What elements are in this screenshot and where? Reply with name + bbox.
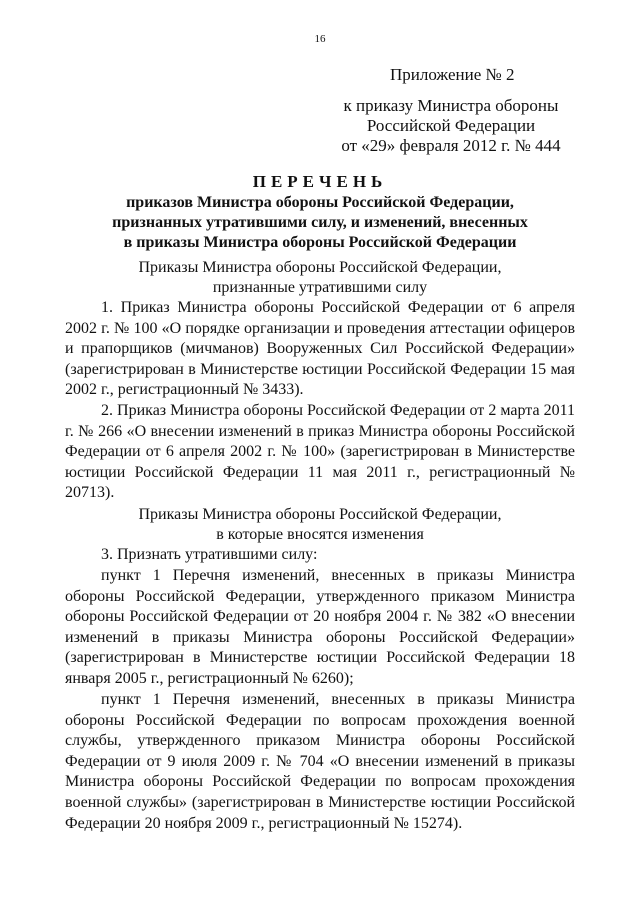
document-title: ПЕРЕЧЕНЬ	[252, 172, 388, 191]
list-item-3-intro: 3. Признать утратившими силу:	[101, 546, 318, 563]
subtitle-line: признанных утратившими силу, и изменений, внесенных	[112, 214, 528, 231]
section-heading-line: признанные утратившими силу	[212, 279, 428, 296]
section-heading-line: Приказы Министра обороны Российской Федерации,	[138, 259, 502, 276]
order-reference-line: к приказу Министра обороны	[343, 96, 559, 115]
list-item-3-subitem: пункт 1 Перечня изменений, внесенных в приказы Министра обороны Российской Федерации по вопросам прохождения военной службы, утвержденного приказом Министра обороны Российской Федерации от 9 июля 2009 г. № 704 «О внесении изменений в приказы Министра обороны Российской Федерации по вопросам прохождения военной службы» (зарегистрирован в Министерстве юстиции Российской Федерации 20 ноября 2009 г., регистрационный № 15274).	[65, 691, 575, 832]
document-subtitle	[0, 193, 640, 253]
subtitle-line: приказов Министра обороны Российской Федерации,	[126, 194, 514, 211]
order-reference	[326, 96, 576, 156]
page-number: 16	[314, 33, 326, 45]
appendix-label: Приложение № 2	[390, 65, 515, 84]
subtitle-line: в приказы Министра обороны Российской Федерации	[123, 234, 517, 251]
order-reference-line: от «29» февраля 2012 г. № 444	[341, 136, 561, 155]
section-heading-line: в которые вносятся изменения	[216, 526, 424, 543]
section-2-heading	[0, 505, 640, 545]
section-heading-line: Приказы Министра обороны Российской Федерации,	[138, 506, 502, 523]
list-item-1: 1. Приказ Министра обороны Российской Федерации от 6 апреля 2002 г. № 100 «О порядке организации и проведения аттестации офицеров и прапорщиков (мичманов) Вооруженных Сил Российской Федерации» (зарегистрирован в Министерстве юстиции Российской Федерации 15 мая 2002 г., регистрационный № 3433).	[65, 299, 575, 399]
section-1-heading	[0, 258, 640, 298]
order-reference-line: Российской Федерации	[366, 116, 536, 135]
list-item-3-subitem: пункт 1 Перечня изменений, внесенных в приказы Министра обороны Российской Федерации, утвержденного приказом Министра обороны Российской Федерации от 20 ноября 2004 г. № 382 «О внесении изменений в приказы Министра обороны Российской Федерации» (зарегистрирован в Министерстве юстиции Российской Федерации 18 января 2005 г., регистрационный № 6260);	[65, 567, 575, 687]
list-item-2: 2. Приказ Министра обороны Российской Федерации от 2 марта 2011 г. № 266 «О внесении изменений в приказ Министра обороны Российской Федерации от 6 апреля 2002 г. № 100» (зарегистрирован в Министерстве юстиции Российской Федерации 11 мая 2011 г., регистрационный № 20713).	[65, 402, 575, 502]
